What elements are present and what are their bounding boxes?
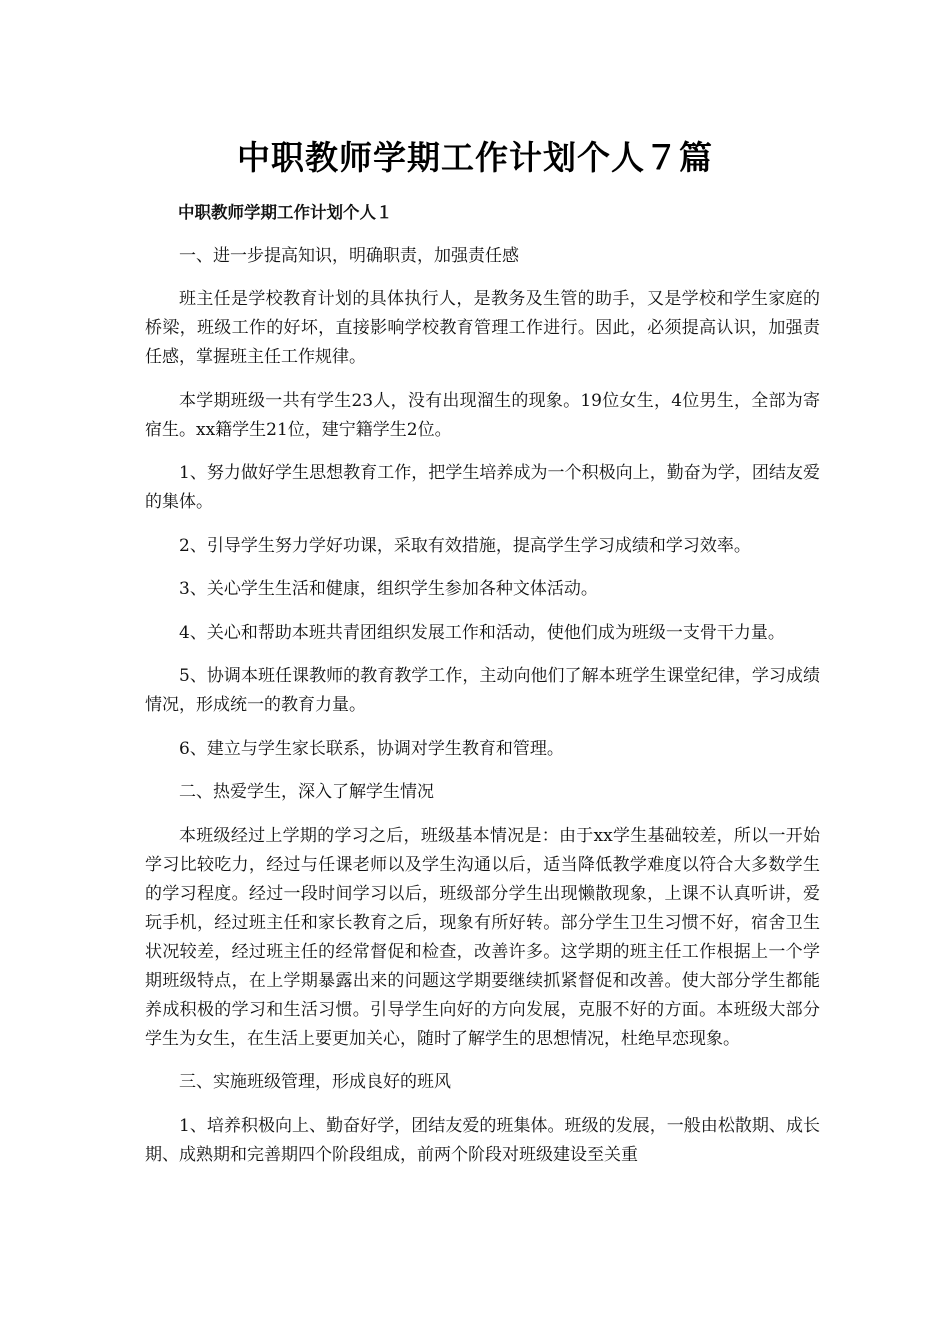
document-body [145, 198, 820, 1184]
list-item: 4、关心和帮助本班共青团组织发展工作和活动，使他们成为班级一支骨干力量。 [179, 622, 785, 643]
paragraph: 本班级经过上学期的学习之后，班级基本情况是：由于xx学生基础较差，所以一开始学习比较吃力，经过与任课老师以及学生沟通以后，适当降低教学难度以符合大多数学生的学习程度。经过一段时间学习以后，班级部分学生出现懒散现象，上课不认真听讲，爱玩手机，经过班主任和家长教育之后，现象有所好转。部分学生卫生习惯不好，宿舍卫生状况较差，经过班主任的经常督促和检查，改善许多。这学期的班主任工作根据上一个学期班级特点，在上学期暴露出来的问题这学期要继续抓紧督促和改善。使大部分学生都能养成积极的学习和生活习惯。引导学生向好的方向发展，克服不好的方面。本班级大部分学生为女生，在生活上要更加关心，随时了解学生的思想情况，杜绝早恋现象。 [145, 825, 820, 1049]
paragraph: 本学期班级一共有学生23人，没有出现溜生的现象。19位女生，4位男生，全部为寄宿生。xx籍学生21位，建宁籍学生2位。 [145, 390, 820, 440]
list-item: 1、努力做好学生思想教育工作，把学生培养成为一个积极向上，勤奋为学，团结友爱的集体。 [145, 463, 820, 512]
heading-three: 三、实施班级管理，形成良好的班风 [179, 1072, 451, 1092]
document-title: 中职教师学期工作计划个人７篇 [237, 138, 713, 177]
heading-one: 一、进一步提高知识，明确职责，加强责任感 [179, 245, 519, 266]
section-subtitle: 中职教师学期工作计划个人１ [178, 203, 393, 222]
list-item: 2、引导学生努力学好功课，采取有效措施，提高学生学习成绩和学习效率。 [179, 535, 751, 556]
list-item: 1、培养积极向上、勤奋好学，团结友爱的班集体。班级的发展，一般由松散期、成长期、成熟期和完善期四个阶段组成，前两个阶段对班级建设至关重 [145, 1115, 820, 1165]
paragraph: 班主任是学校教育计划的具体执行人，是教务及生管的助手，又是学校和学生家庭的桥梁，班级工作的好坏，直接影响学校教育管理工作进行。因此，必须提高认识，加强责任感，掌握班主任工作规律。 [145, 289, 820, 367]
heading-two: 二、热爱学生，深入了解学生情况 [179, 782, 434, 802]
list-item: 3、关心学生生活和健康，组织学生参加各种文体活动。 [179, 579, 598, 599]
list-item: 6、建立与学生家长联系，协调对学生教育和管理。 [179, 738, 564, 759]
list-item: 5、协调本班任课教师的教育教学工作，主动向他们了解本班学生课堂纪律，学习成绩情况，形成统一的教育力量。 [145, 666, 820, 715]
